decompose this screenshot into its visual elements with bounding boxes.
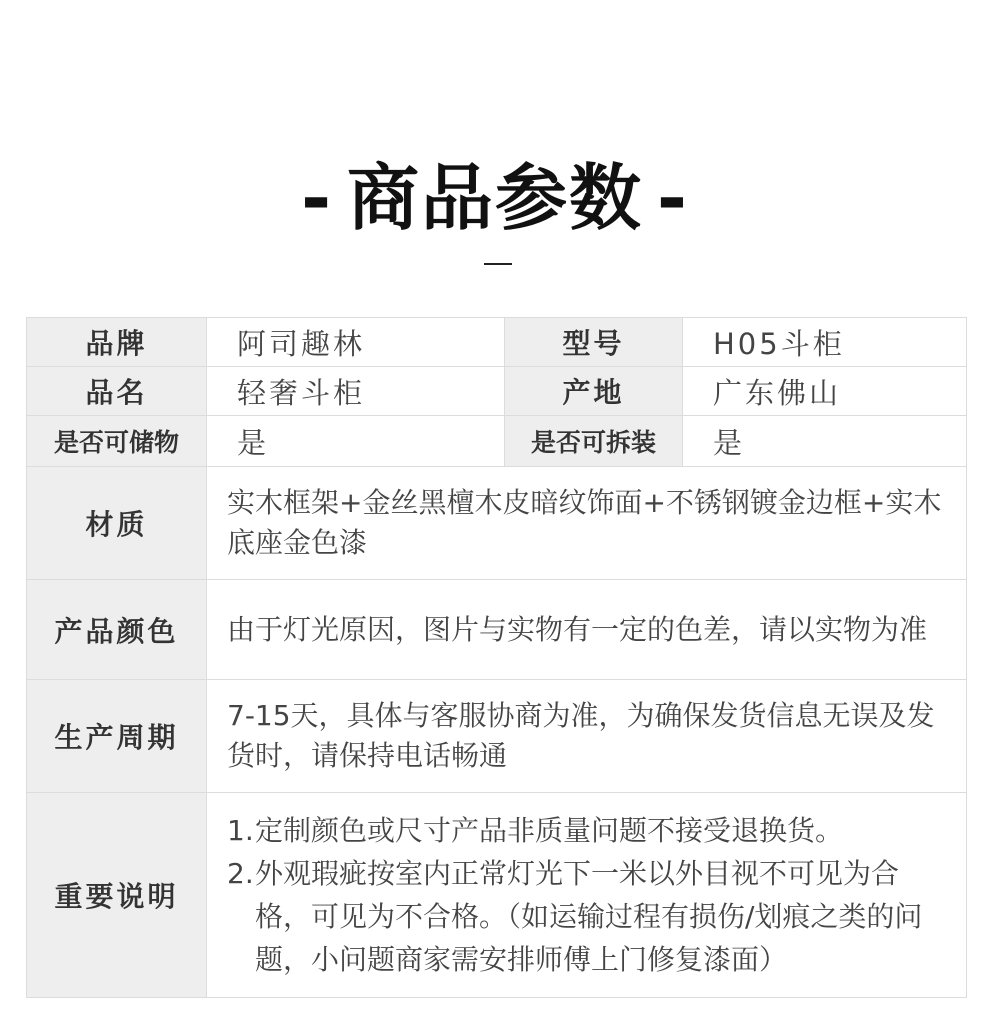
page-title [0,140,990,244]
note-text: 定制颜色或尺寸产品非质量问题不接受退换货。 [255,814,844,847]
spec-key: 品名 [27,367,207,416]
spec-key: 是否可储物 [27,416,207,467]
spec-key-notes: 重要说明 [27,793,207,998]
title-dash-left: - [301,156,333,240]
note-number: 2. [227,857,254,890]
table-row [27,793,967,998]
spec-key-cycle: 生产周期 [27,680,207,793]
table-row [27,416,967,467]
spec-value: 是 [683,416,967,467]
spec-value: 广东佛山 [683,367,967,416]
spec-value-notes [207,793,967,998]
spec-value-color: 由于灯光原因，图片与实物有一定的色差，请以实物为准 [207,580,967,680]
spec-key: 是否可拆装 [505,416,683,467]
spec-key-material: 材质 [27,467,207,580]
spec-value: 是 [207,416,505,467]
note-text: 外观瑕疵按室内正常灯光下一米以外目视不可见为合格，可见为不合格。（如运输过程有损伤/划痕之类的问题，小问题商家需安排师傅上门修复漆面） [255,857,923,976]
title-dash-right: - [657,156,689,240]
spec-value: H05斗柜 [683,318,967,367]
spec-value-cycle: 7-15天，具体与客服协商为准，为确保发货信息无误及发货时，请保持电话畅通 [207,680,967,793]
notes-list [227,809,948,981]
spec-key-color: 产品颜色 [27,580,207,680]
table-row [27,467,967,580]
spec-value: 轻奢斗柜 [207,367,505,416]
list-item [227,809,948,852]
spec-key: 产地 [505,367,683,416]
table-row [27,580,967,680]
table-row [27,318,967,367]
table-row [27,367,967,416]
title-underline [484,263,512,265]
spec-value-material: 实木框架+金丝黑檀木皮暗纹饰面+不锈钢镀金边框+实木底座金色漆 [207,467,967,580]
list-item [227,852,948,981]
title-text: 商品参数 [346,156,643,240]
table-row [27,680,967,793]
spec-value: 阿司趣林 [207,318,505,367]
note-number: 1. [227,814,254,847]
spec-key: 品牌 [27,318,207,367]
spec-key: 型号 [505,318,683,367]
spec-table [26,317,967,998]
